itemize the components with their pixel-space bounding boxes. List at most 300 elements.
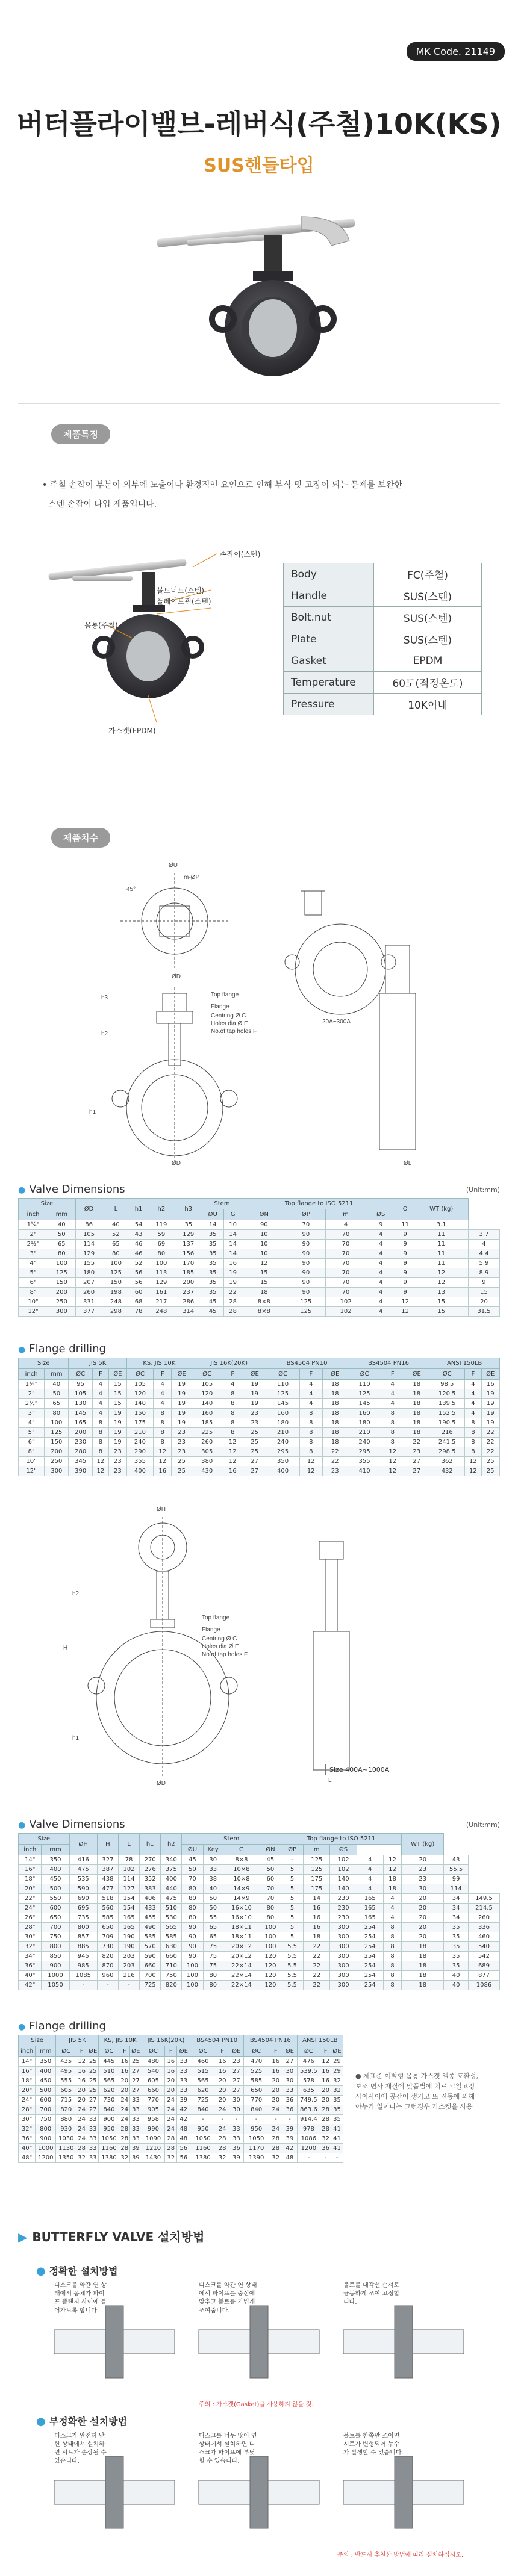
table-cell: 5.5 <box>281 1971 303 1981</box>
table-cell: 16 <box>216 2057 229 2067</box>
table-cell: 3.7 <box>468 1230 499 1240</box>
table-cell: 160 <box>348 1409 381 1418</box>
table-cell: 27 <box>282 2057 297 2067</box>
mk-code-badge: MK Code. 21149 <box>407 42 505 61</box>
table-cell: 12" <box>19 1307 48 1317</box>
table-cell: 4 <box>366 1259 396 1268</box>
table-cell: 24 <box>165 2105 177 2115</box>
table-cell: 32 <box>119 2153 130 2163</box>
table-cell: 16 <box>76 2067 87 2076</box>
table-cell: 24 <box>216 2124 229 2134</box>
table-cell: 18 <box>304 1932 330 1942</box>
table-cell: 1050 <box>42 1981 69 1990</box>
table-cell: 620 <box>99 2086 119 2096</box>
table-cell: 100 <box>182 1971 203 1981</box>
table-cell: 1390 <box>243 2153 269 2163</box>
dim-label: h2 <box>72 1591 80 1597</box>
table-cell: 1000 <box>36 2144 56 2153</box>
table-cell: 10×8 <box>223 1865 260 1875</box>
table-row <box>19 2115 343 2124</box>
table-cell: 33 <box>177 2057 190 2067</box>
table-cell: 12 <box>465 1466 481 1476</box>
flange-drilling-table-1 <box>18 1358 500 1476</box>
table-cell: 150 <box>45 1438 69 1447</box>
table-cell: 490 <box>140 1923 161 1932</box>
material-row <box>284 628 482 650</box>
table-cell: 28 <box>269 2134 282 2144</box>
table-cell: 19 <box>481 1418 499 1428</box>
table-cell: 90 <box>286 1278 326 1288</box>
table-cell: 12 <box>299 1457 322 1466</box>
table-cell: 100 <box>260 1923 281 1932</box>
table-cell: 230 <box>69 1438 93 1447</box>
table-cell: 380 <box>192 1457 222 1466</box>
table-cell: 914.4 <box>297 2115 320 2124</box>
table-row <box>19 1438 500 1447</box>
table-cell: 125 <box>304 1855 330 1865</box>
table-cell: 70 <box>326 1230 366 1240</box>
unit-label: (Unit:mm) <box>466 1186 500 1194</box>
table-cell: 45 <box>202 1307 223 1317</box>
table-cell: 33 <box>177 2067 190 2076</box>
table-cell: 180 <box>348 1418 381 1428</box>
header-cell: mm <box>42 1845 69 1855</box>
table-cell: 1430 <box>142 2153 165 2163</box>
table-cell: - <box>97 1981 118 1990</box>
table-cell: - <box>69 1981 97 1990</box>
table-cell: 16×10 <box>223 1904 260 1913</box>
header-cell: ØC <box>190 2046 216 2057</box>
table-cell: 542 <box>468 1952 499 1961</box>
table-cell: 70 <box>326 1259 366 1268</box>
table-cell: 660 <box>161 1952 182 1961</box>
material-value: 10K이내 <box>374 694 482 715</box>
table-cell: 27 <box>229 2076 243 2086</box>
callout-boltnut: 볼트너트(스텐) <box>157 586 204 595</box>
table-cell: 8" <box>19 1288 48 1297</box>
table-cell: 565 <box>190 2076 216 2086</box>
table-cell: 23 <box>108 1466 126 1476</box>
table-cell: 35 <box>175 1220 202 1230</box>
table-cell: 14×9 <box>223 1884 260 1894</box>
table-cell: 125 <box>266 1389 300 1399</box>
header-cell: mm <box>36 2046 56 2057</box>
table-cell: 27 <box>404 1457 429 1466</box>
table-cell: 18 <box>402 1971 444 1981</box>
table-cell: 28 <box>216 2144 229 2153</box>
table-cell: 165 <box>357 1894 383 1904</box>
table-cell: 80 <box>182 1884 203 1894</box>
table-cell: 165 <box>357 1913 383 1923</box>
table-cell: 750 <box>42 1932 69 1942</box>
table-cell: 4 <box>366 1278 396 1288</box>
table-cell: 19 <box>243 1389 266 1399</box>
table-cell: 377 <box>75 1307 102 1317</box>
table-cell: 12 <box>414 1268 469 1278</box>
header-cell: Size <box>19 1834 70 1845</box>
header-cell: h3 <box>175 1199 202 1220</box>
table-cell: 15 <box>108 1389 126 1399</box>
table-cell: 10 <box>223 1220 242 1230</box>
correct-step-1: 디스크를 약간 연 상태에서 몸체가 파이프 플랜지 사이에 들어가도록 합니다. <box>54 2282 107 2314</box>
table-cell: 16" <box>19 1865 42 1875</box>
table-cell: - <box>320 2153 331 2163</box>
header-cell: F <box>76 2046 87 2057</box>
material-row <box>284 563 482 585</box>
table-row <box>19 2067 343 2076</box>
table-cell: 5.5 <box>281 1952 303 1961</box>
header-cell: ØE <box>331 2046 343 2057</box>
table-cell: 22 <box>304 1942 330 1952</box>
table-cell: 689 <box>468 1961 499 1971</box>
table-cell: 700 <box>36 2105 56 2115</box>
table-cell: 25 <box>87 2086 99 2096</box>
table-cell: 52 <box>130 1259 148 1268</box>
table-cell: 36" <box>19 1961 42 1971</box>
table-cell: 30" <box>19 1932 42 1942</box>
table-row <box>19 1268 500 1278</box>
table-cell: 70 <box>326 1288 366 1297</box>
dim-label: m-ØP <box>184 874 200 881</box>
table-cell: 14 <box>223 1230 242 1240</box>
product-subtitle: SUS핸들타입 <box>204 155 314 176</box>
table-cell: 8" <box>19 1447 45 1457</box>
table-cell: 129 <box>148 1278 175 1288</box>
table-cell: 43 <box>444 1855 469 1865</box>
header-cell: h2 <box>148 1199 175 1220</box>
table-cell: 19 <box>243 1399 266 1409</box>
table-row <box>19 1457 500 1466</box>
valve-dimensions-title-text: Valve Dimensions <box>29 1183 125 1196</box>
table-cell: 20×12 <box>223 1942 260 1952</box>
table-cell: 12 <box>320 2057 331 2067</box>
table-cell: 41 <box>331 2124 343 2134</box>
table-cell: 4 <box>299 1389 322 1399</box>
header-cell: ØP <box>281 1845 303 1855</box>
table-cell: 16 <box>320 2067 331 2076</box>
table-cell: 20 <box>216 2086 229 2096</box>
table-cell: 90 <box>286 1288 326 1297</box>
table-cell: 8 <box>92 1438 108 1447</box>
header-cell: Top flange to ISO 5211 <box>242 1199 396 1209</box>
table-cell: 16 <box>304 1904 330 1913</box>
table-cell: 120 <box>260 1981 281 1990</box>
table-cell: 9 <box>396 1240 414 1249</box>
table-cell: 50 <box>203 1894 223 1904</box>
table-cell: 8×8 <box>242 1307 286 1317</box>
table-cell: 210 <box>266 1428 300 1438</box>
table-cell: 45 <box>260 1855 281 1865</box>
table-cell: 8 <box>222 1409 243 1418</box>
table-cell: 70 <box>260 1884 281 1894</box>
table-cell: 4 <box>154 1389 172 1399</box>
table-cell: 33 <box>87 2153 99 2163</box>
header-cell: ØU <box>182 1845 203 1855</box>
table-cell: 40 <box>444 1971 469 1981</box>
dim-label: ØL <box>404 1160 412 1167</box>
table-cell: 2" <box>19 1389 45 1399</box>
table-row <box>19 1418 500 1428</box>
table-cell: 113 <box>148 1268 175 1278</box>
table-cell: 18 <box>322 1399 348 1409</box>
header-cell: F <box>299 1369 322 1380</box>
table-cell: 39 <box>282 2124 297 2134</box>
correct-install-label: 정확한 설치방법 <box>49 2265 118 2277</box>
table-cell: 65 <box>45 1399 69 1409</box>
table-cell: 80 <box>203 1981 223 1990</box>
table-cell: 2½" <box>19 1240 48 1249</box>
table-cell: 295 <box>348 1447 381 1457</box>
table-cell: 216 <box>429 1428 465 1438</box>
table-cell: 18 <box>402 1952 444 1961</box>
table-cell: 248 <box>102 1297 130 1307</box>
table-cell: 22 <box>481 1447 499 1457</box>
drawing-label: Flange <box>202 1627 220 1633</box>
table-cell: 800 <box>69 1923 97 1932</box>
header-cell: BS4504 PN16 <box>348 1358 429 1369</box>
table-cell: 300 <box>330 1961 357 1971</box>
table-cell: 100 <box>182 1961 203 1971</box>
table-cell: 510 <box>99 2067 119 2076</box>
header-cell: ØC <box>243 2046 269 2057</box>
table-row <box>19 1447 500 1457</box>
header-cell: ØE <box>481 1369 499 1380</box>
table-cell: 19 <box>108 1428 126 1438</box>
dim-label: H <box>63 1645 68 1651</box>
table-cell: 105 <box>75 1230 102 1240</box>
table-cell: 24 <box>119 2115 130 2124</box>
table-row <box>19 1932 500 1942</box>
flange-drilling-table-2 <box>18 2035 343 2163</box>
table-cell: 100 <box>260 1942 281 1952</box>
table-cell: 50 <box>45 1389 69 1399</box>
dim-label: ØD <box>157 1780 166 1787</box>
table-cell: 33 <box>229 2134 243 2144</box>
header-cell: L <box>102 1199 130 1220</box>
table-cell: 33 <box>203 1865 223 1875</box>
table-cell: 8 <box>154 1438 172 1447</box>
table-cell: 8.9 <box>468 1268 499 1278</box>
table-cell: 480 <box>142 2057 165 2067</box>
table-cell: 36 <box>282 2105 297 2115</box>
table-cell: 203 <box>119 1952 140 1961</box>
header-cell: F <box>92 1369 108 1380</box>
table-cell: 20 <box>468 1297 499 1307</box>
header-cell: ØN <box>242 1209 286 1220</box>
table-cell: 19 <box>108 1418 126 1428</box>
table-cell: 8 <box>383 1961 401 1971</box>
table-cell: 735 <box>69 1913 97 1923</box>
table-cell: 129 <box>75 1249 102 1259</box>
table-cell: 90 <box>286 1230 326 1240</box>
table-cell: 102 <box>326 1297 366 1307</box>
table-row <box>19 1240 500 1249</box>
table-cell: 18 <box>322 1418 348 1428</box>
table-cell: 450 <box>36 2076 56 2086</box>
table-cell: 270 <box>140 1855 161 1865</box>
features-line-2: 스텐 손잡이 타입 제품입니다. <box>48 500 157 509</box>
table-cell: 125 <box>286 1297 326 1307</box>
table-cell: 27 <box>130 2086 142 2096</box>
table-cell: 4 <box>383 1904 401 1913</box>
table-cell: 16 <box>119 2057 130 2067</box>
header-cell: m <box>326 1209 366 1220</box>
table-cell: 40 <box>444 1981 469 1990</box>
table-cell: 600 <box>42 1904 69 1913</box>
header-cell: inch <box>19 1209 48 1220</box>
table-cell: 24 <box>165 2115 177 2124</box>
gasket-notes <box>355 2071 506 2112</box>
material-row <box>284 650 482 672</box>
header-cell: KS, JIS 10K <box>99 2035 142 2046</box>
table-cell: 33 <box>282 2086 297 2096</box>
table-cell: 355 <box>126 1457 153 1466</box>
table-cell: 355 <box>348 1457 381 1466</box>
table-cell: 8×8 <box>223 1855 260 1865</box>
table-cell: 16 <box>76 2076 87 2086</box>
bullet-icon: ● <box>18 1345 26 1355</box>
table-cell: 20 <box>165 2086 177 2096</box>
table-cell: 25 <box>481 1457 499 1466</box>
table-cell: 100 <box>260 1932 281 1942</box>
table-cell: 5.5 <box>281 1961 303 1971</box>
table-cell: 950 <box>99 2124 119 2134</box>
table-cell: 5 <box>281 1875 303 1884</box>
table-cell: - <box>229 2115 243 2124</box>
table-cell: 110 <box>266 1380 300 1389</box>
table-cell: 40" <box>19 2144 36 2153</box>
table-cell: 29 <box>331 2067 343 2076</box>
valve-dimensions-title-1 <box>18 1183 125 1196</box>
header-cell: F <box>320 2046 331 2057</box>
table-cell: 32 <box>216 2153 229 2163</box>
table-cell: 350 <box>42 1855 69 1865</box>
table-cell: 28 <box>216 2134 229 2144</box>
table-cell: 650 <box>243 2086 269 2096</box>
table-cell: 120 <box>260 1961 281 1971</box>
table-cell: 510 <box>161 1904 182 1913</box>
table-cell: 78 <box>130 1307 148 1317</box>
table-cell: 22 <box>404 1438 429 1447</box>
table-cell: 12 <box>465 1457 481 1466</box>
table-cell: 877 <box>468 1971 499 1981</box>
table-cell: 28 <box>119 2134 130 2144</box>
table-cell: 15 <box>414 1297 469 1307</box>
table-cell: 16 <box>216 2067 229 2076</box>
header-cell: m <box>304 1845 330 1855</box>
table-cell: 4 <box>366 1249 396 1259</box>
table-cell: 4 <box>381 1399 404 1409</box>
table-cell: 15 <box>242 1278 286 1288</box>
header-cell: F <box>381 1369 404 1380</box>
table-cell: 4" <box>19 1259 48 1268</box>
header-cell: ANSI 150LB <box>429 1358 500 1369</box>
technical-drawing-large <box>60 1499 410 1788</box>
table-cell: 241.5 <box>429 1438 465 1447</box>
header-cell: ØE <box>322 1369 348 1380</box>
table-cell: 145 <box>266 1399 300 1409</box>
table-cell: 20 <box>165 2076 177 2086</box>
table-cell: 98.5 <box>429 1380 465 1389</box>
table-cell: 660 <box>142 2086 165 2096</box>
table-cell: 42 <box>177 2115 190 2124</box>
table-cell: 840 <box>243 2105 269 2115</box>
unit-label: (Unit:mm) <box>466 1821 500 1829</box>
header-cell: ØE <box>229 2046 243 2057</box>
material-value: EPDM <box>374 650 482 672</box>
table-cell: 470 <box>243 2057 269 2067</box>
header-cell: ØC <box>348 1369 381 1380</box>
table-cell: 35 <box>331 2115 343 2124</box>
table-cell: 120 <box>192 1389 222 1399</box>
table-cell: 690 <box>69 1894 97 1904</box>
header-cell: ØD <box>75 1199 102 1220</box>
table-cell: 19 <box>108 1409 126 1418</box>
table-cell: 8 <box>299 1428 322 1438</box>
table-cell: 14" <box>19 1855 42 1865</box>
table-cell: 1086 <box>297 2134 320 2144</box>
table-cell: 4 <box>154 1380 172 1389</box>
header-cell: ØC <box>192 1369 222 1380</box>
table-cell: 535 <box>69 1875 97 1884</box>
table-cell: 33 <box>130 2124 142 2134</box>
table-cell: 8 <box>154 1418 172 1428</box>
table-cell: 80 <box>48 1249 75 1259</box>
drawing-label: Holes dia Ø E <box>202 1643 239 1650</box>
table-cell: 5 <box>281 1894 303 1904</box>
table-cell: 535 <box>140 1932 161 1942</box>
table-cell: 35 <box>444 1942 469 1952</box>
table-cell: 635 <box>297 2086 320 2096</box>
table-cell: 660 <box>140 1961 161 1971</box>
table-cell: 730 <box>97 1942 118 1952</box>
table-row <box>19 2096 343 2105</box>
table-cell: 75 <box>203 1952 223 1961</box>
table-cell: 80 <box>203 1971 223 1981</box>
table-cell: 20 <box>216 2096 229 2105</box>
table-cell: 70 <box>326 1278 366 1288</box>
table-cell: 165 <box>69 1418 93 1428</box>
table-cell: 68 <box>130 1297 148 1307</box>
table-cell: 160 <box>192 1409 222 1418</box>
table-cell: 18 <box>404 1380 429 1389</box>
table-row <box>19 1952 500 1961</box>
table-cell: 36 <box>320 2144 331 2153</box>
table-row <box>19 1249 500 1259</box>
table-cell: 20 <box>402 1923 444 1932</box>
table-cell: 203 <box>119 1961 140 1971</box>
header-cell: L <box>119 1834 140 1855</box>
table-cell: 180 <box>266 1418 300 1428</box>
table-cell: 20 <box>269 2076 282 2086</box>
table-cell: 28" <box>19 1923 42 1932</box>
table-cell: 8 <box>299 1438 322 1447</box>
table-cell: 120 <box>126 1389 153 1399</box>
table-cell: 78 <box>119 1855 140 1865</box>
table-cell: 8 <box>465 1438 481 1447</box>
table-cell: 28 <box>223 1307 242 1317</box>
material-value: SUS(스텐) <box>374 607 482 628</box>
table-cell: 80 <box>182 1904 203 1913</box>
table-cell: 39 <box>130 2144 142 2153</box>
table-cell: 440 <box>161 1884 182 1894</box>
table-cell: 4 <box>299 1380 322 1389</box>
table-cell: 40 <box>45 1380 69 1389</box>
table-cell: 12 <box>381 1457 404 1466</box>
table-cell: 4 <box>154 1399 172 1409</box>
incorrect-install-note: 주의 : 반드시 추천한 방법에 따라 설치하십시오. <box>337 2552 464 2559</box>
table-cell: 4 <box>299 1399 322 1409</box>
